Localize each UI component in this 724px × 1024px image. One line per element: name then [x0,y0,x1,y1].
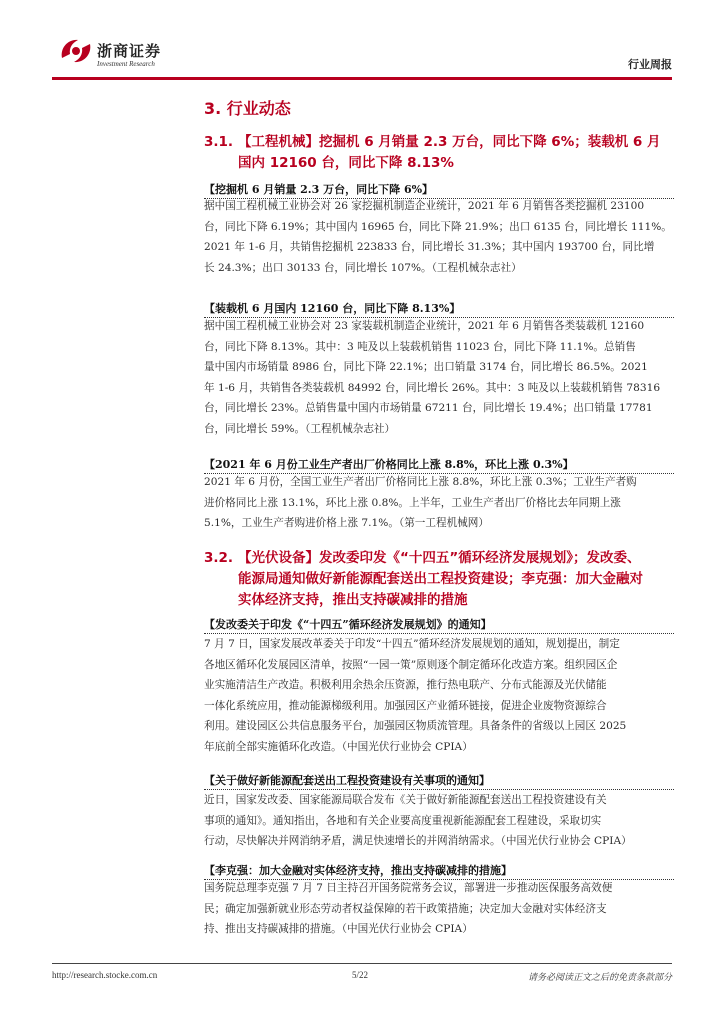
news-item-title: 【2021 年 6 月份工业生产者出厂价格同比上涨 8.8%，环比上涨 0.3%】 [204,458,574,471]
body-line: 台，同比增长 59%。（工程机械杂志社） [204,422,396,435]
body-line: 事项的通知》。通知指出，各地和有关企业要高度重视新能源配套工程建设，采取切实 [204,814,602,827]
subsection-number: 3.1. [204,134,234,150]
body-line: 台，同比下降 6.19%；其中国内 16965 台，同比下降 21.9%；出口 6135 台，同比增长 111%。 [204,220,672,233]
footer-divider [52,963,672,964]
news-item-body [204,790,674,852]
news-item-body [204,472,674,534]
news-item-body [204,196,674,278]
body-line: 2021 年 1-6 月，共销售挖掘机 223833 台，同比增长 31.3%；其中国内 193700 台，同比增 [204,241,655,253]
body-line: 行动，尽快解决并网消纳矛盾，满足快速增长的并网消纳需求。（中国光伏行业协会 CPIA） [204,835,632,847]
logo-chinese-name: 浙商证券 [97,42,162,60]
body-line: 年 1-6 月，共销售各类装载机 84992 台，同比增长 26%。其中：3 吨及以上装载机销售 78316 [204,381,661,394]
body-line: 年底前全部实施循环化改造。（中国光伏行业协会 CPIA） [204,740,473,753]
page-header [0,0,724,82]
footer-disclaimer: 请务必阅读正文之后的免责条款部分 [527,973,672,983]
logo-english-name: Investment Research [97,60,155,68]
body-line: 持、推出支持碳减排的措施。（中国光伏行业协会 CPIA） [204,923,473,935]
body-line: 2021 年 6 月份，全国工业生产者出厂价格同比上涨 8.8%，环比上涨 0.3%；工业生产者购 [204,476,637,488]
subsection-heading-line: 【工程机械】挖掘机 6 月销量 2.3 万台，同比下降 6%；装载机 6 月 [238,134,661,150]
body-line: 量中国内市场销量 8986 台，同比下降 22.1%；出口销量 3174 台，同比增长 86.5%。2021 [204,361,648,373]
body-line: 民；确定加强新就业形态劳动者权益保障的若干政策措施；决定加大金融对实体经济支 [204,902,607,915]
news-item-body [204,878,674,940]
section-title: 3. 行业动态 [204,99,291,118]
body-line: 各地区循环化发展园区清单，按照“一园一策”原则逐个制定循环化改造方案。组织园区企 [204,658,618,671]
body-line: 5.1%，工业生产者购进价格上涨 7.1%。（第一工程机械网） [204,517,489,529]
subsection-number: 3.2. [204,550,234,566]
report-type-label: 行业周报 [628,58,672,71]
subsection-heading-line: 实体经济支持，推出支持碳减排的措施 [238,592,468,608]
zheshang-logo-icon [58,36,94,66]
news-item-title: 【装载机 6 月国内 12160 台，同比下降 8.13%】 [204,302,461,315]
subsection-heading-3-2 [204,548,684,611]
subsection-heading-line: 能源局通知做好新能源配套送出工程投资建设；李克强：加大金融对 [238,571,643,587]
body-line: 利用。建设园区公共信息服务平台，加强园区物质流管理。具备条件的省级以上园区 2025 [204,720,627,732]
news-item-title: 【李克强：加大金融对实体经济支持，推出支持碳减排的措施】 [204,864,512,877]
body-line: 7 月 7 日，国家发展改革委关于印发“十四五”循环经济发展规划的通知，规划提出，制定 [204,638,620,650]
subsection-heading-line: 国内 12160 台，同比下降 8.13% [238,155,454,171]
body-line: 据中国工程机械工业协会对 26 家挖掘机制造企业统计，2021 年 6 月销售各类挖掘机 23100 [204,200,645,212]
body-line: 台，同比增长 23%。总销售量中国内市场销量 67211 台，同比增长 19.4%；出口销量 17781 [204,402,653,414]
subsection-heading-3-1 [204,132,684,174]
body-line: 台，同比下降 8.13%。其中：3 吨及以上装载机销售 11023 台，同比下降 11.1%。总销售 [204,340,636,353]
page-number: 5/22 [352,970,369,980]
news-item-title: 【挖掘机 6 月销量 2.3 万台，同比下降 6%】 [204,183,434,196]
body-line: 业实施清洁生产改造。积极利用余热余压资源，推行热电联产、分布式能源及光伏储能 [204,679,607,691]
news-item-body [204,634,674,757]
news-item-body [204,316,674,439]
subsection-heading-line: 【光伏设备】发改委印发《“十四五”循环经济发展规划》；发改委、 [238,550,641,566]
body-line: 国务院总理李克强 7 月 7 日主持召开国务院常务会议，部署进一步推动医保服务高效便 [204,882,613,894]
news-item-title: 【关于做好新能源配套送出工程投资建设有关事项的通知】 [204,774,490,787]
body-line: 近日，国家发改委、国家能源局联合发布《关于做好新能源配套送出工程投资建设有关 [204,794,607,806]
body-line: 进价格同比上涨 13.1%，环比上涨 0.8%。上半年，工业生产者出厂价格比去年同期上涨 [204,496,621,509]
header-divider [52,77,672,80]
body-line: 长 24.3%；出口 30133 台，同比增长 107%。（工程机械杂志社） [204,261,522,274]
body-line: 据中国工程机械工业协会对 23 家装载机制造企业统计，2021 年 6 月销售各类装载机 12160 [204,320,645,332]
body-line: 一体化系统应用，推动能源梯级利用。加强园区产业循环链接，促进企业废物资源综合 [204,699,607,712]
footer-website-link[interactable]: http://research.stocke.com.cn [52,970,158,980]
news-item-title: 【发改委关于印发《“十四五”循环经济发展规划》的通知】 [204,618,492,631]
